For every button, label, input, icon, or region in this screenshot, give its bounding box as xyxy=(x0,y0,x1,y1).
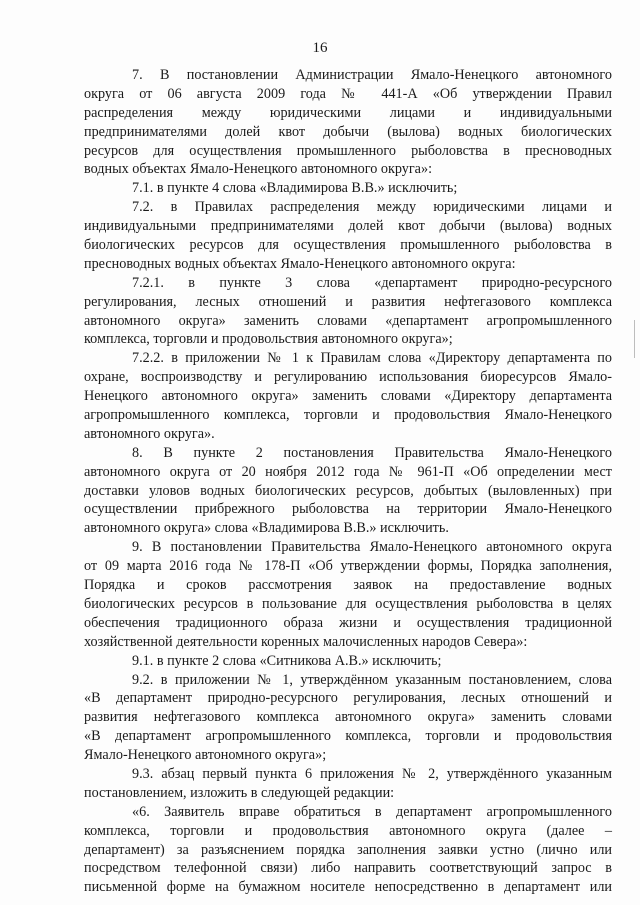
text-line: округа от 06 августа 2009 года № 441-А «Об утверждении Правил xyxy=(84,85,612,102)
text-line: 7. В постановлении Администрации Ямало-Ненецкого автономного xyxy=(132,67,612,83)
text-line: 7.1. в пункте 4 слова «Владимирова В.В.» исключить; xyxy=(132,180,458,197)
text-line: постановлением, изложить в следующей редакции: xyxy=(84,784,395,801)
scan-edge-mark xyxy=(634,320,635,358)
text-line: доставки уловов водных биологических ресурсов, добытых (выловленных) при xyxy=(84,482,612,499)
text-line: Ненецкого автономного округа» заменить словами «Директору департамента xyxy=(84,388,612,405)
text-line: осуществлении прибрежного рыболовства на территории Ямало-Ненецкого xyxy=(84,501,612,518)
text-line: водных объектах Ямало-Ненецкого автономного округа»: xyxy=(84,161,433,178)
text-line: 7.2.1. в пункте 3 слова «департамент природно-ресурсного xyxy=(132,274,612,291)
document-body xyxy=(84,66,612,897)
text-line: хозяйственной деятельности коренных малочисленных народов Севера»: xyxy=(84,633,528,650)
text-line: 7.2.2. в приложении № 1 к Правилам слова «Директору департамента по xyxy=(132,350,612,367)
text-line: индивидуальными предпринимателями долей квот добычи (вылова) водных xyxy=(84,218,612,235)
text-line: биологических ресурсов в пользование для осуществления рыболовства в целях xyxy=(84,595,612,612)
text-line: автономного округа». xyxy=(84,425,215,442)
text-line: 7.2. в Правилах распределения между юридическими лицами и xyxy=(132,199,612,216)
text-line: 8. В пункте 2 постановления Правительства Ямало-Ненецкого xyxy=(132,444,612,461)
text-line: агропромышленного комплекса, торговли и продовольствия Ямало-Ненецкого xyxy=(84,407,612,424)
page-number: 16 xyxy=(312,40,328,56)
text-line: 9.2. в приложении № 1, утверждённом указанным постановлением, слова xyxy=(132,671,612,688)
text-line: автономного округа» слова «Владимирова В.В.» исключить. xyxy=(84,520,449,537)
text-line: автономного округа» заменить словами «департамент агропромышленного xyxy=(84,312,612,329)
text-line: предпринимателями долей квот добычи (вылова) водных биологических xyxy=(84,123,612,140)
text-line: посредством телефонной связи) либо направить соответствующий запрос в xyxy=(84,860,612,877)
text-line: департамент) за разъяснением порядка заполнения заявки устно (лично или xyxy=(84,841,612,858)
text-line: комплекса, торговли и продовольствия автономного округа»; xyxy=(84,331,453,348)
text-line: «В департамент агропромышленного комплекса, торговли и продовольствия xyxy=(84,728,612,745)
text-line: Порядка и сроков рассмотрения заявок на предоставление водных xyxy=(84,577,612,594)
text-line: 9. В постановлении Правительства Ямало-Ненецкого автономного округа xyxy=(132,539,612,556)
text-line: «6. Заявитель вправе обратиться в департамент агропромышленного xyxy=(132,803,612,820)
text-line: 9.3. абзац первый пункта 6 приложения № 2, утверждённого указанным xyxy=(132,765,612,782)
text-line: обеспечения традиционного образа жизни и осуществления традиционной xyxy=(84,614,612,631)
text-line: от 09 марта 2016 года № 178-П «Об утверждении формы, Порядка заполнения, xyxy=(84,558,612,575)
text-line: развития нефтегазового комплекса автономного округа» заменить словами xyxy=(84,709,612,726)
text-line: «В департамент природно-ресурсного регулирования, лесных отношений и xyxy=(84,690,612,707)
text-line: пресноводных водных объектах Ямало-Ненецкого автономного округа: xyxy=(84,255,516,272)
text-line: 9.1. в пункте 2 слова «Ситникова А.В.» исключить; xyxy=(132,652,442,669)
text-line: биологических ресурсов для осуществления промышленного рыболовства в xyxy=(84,237,612,254)
text-line: охране, воспроизводству и регулированию использования биоресурсов Ямало- xyxy=(84,369,612,386)
text-line: распределения между юридическими лицами и индивидуальными xyxy=(84,104,612,121)
text-line: письменной форме на бумажном носителе непосредственно в департамент или xyxy=(84,879,612,896)
text-line: регулирования, лесных отношений и развития нефтегазового комплекса xyxy=(84,293,612,310)
text-line: Ямало-Ненецкого автономного округа»; xyxy=(84,747,327,764)
text-line: комплекса, торговли и продовольствия автономного округа (далее – xyxy=(84,822,612,839)
text-line: ресурсов для осуществления промышленного рыболовства в пресноводных xyxy=(84,142,612,159)
text-line: автономного округа от 20 ноября 2012 года № 961-П «Об определении мест xyxy=(84,463,612,480)
